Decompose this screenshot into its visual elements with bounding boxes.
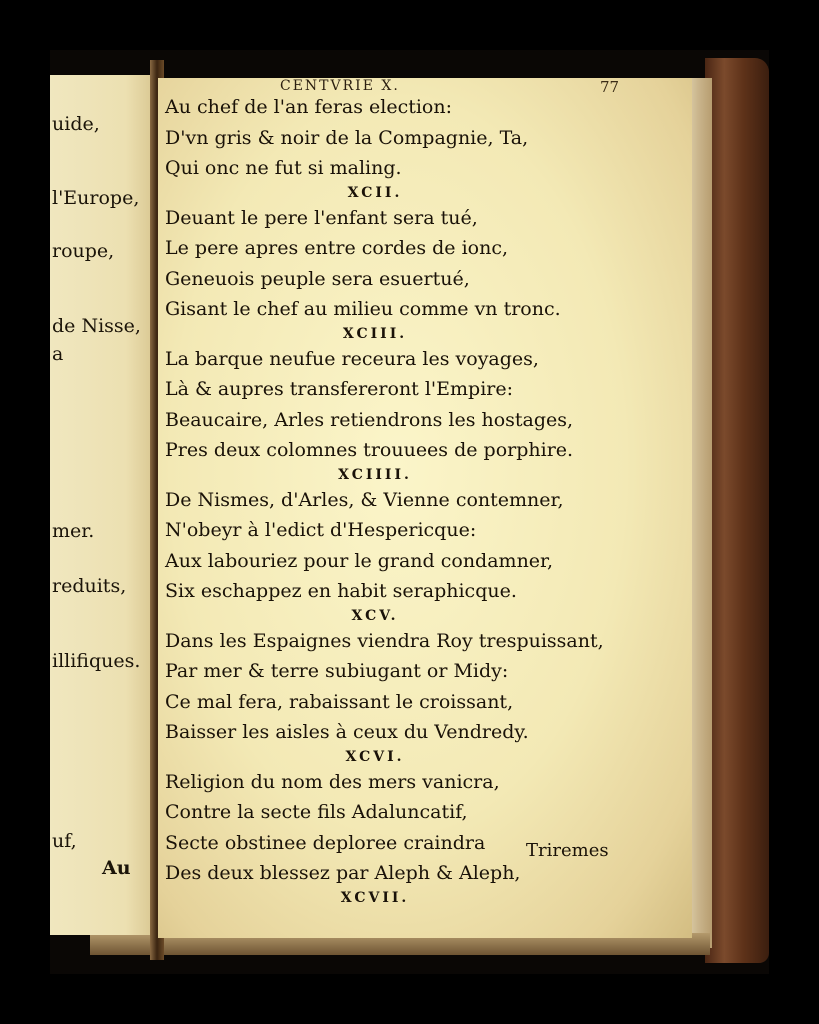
quatrain-number: XCVI.: [345, 748, 405, 765]
left-fragment: uide,: [52, 113, 100, 135]
verse-line: De Nismes, d'Arles, & Vienne contemner,: [165, 488, 564, 511]
scan-area: [50, 50, 769, 974]
left-fragment: a: [52, 343, 64, 365]
verse-line: Aux labouriez pour le grand condamner,: [165, 549, 554, 572]
verse-line: Six eschappez en habit seraphicque.: [165, 580, 517, 602]
verse-line: N'obeyr à l'edict d'Hespericque:: [165, 519, 477, 541]
verse-line: Le pere apres entre cordes de ionc,: [165, 237, 509, 259]
left-fragment: de Nisse,: [52, 315, 141, 337]
left-fragment: reduits,: [52, 575, 127, 597]
left-fragment: mer.: [52, 520, 95, 542]
left-fragment: uf,: [52, 830, 77, 852]
verse-line: Au chef de l'an feras election:: [165, 96, 453, 118]
verse-line: La barque neufue receura les voyages,: [165, 347, 539, 370]
verse-line: Pres deux colomnes trouuees de porphire.: [165, 439, 574, 461]
verse-line: Des deux blessez par Aleph & Aleph,: [165, 862, 521, 884]
quatrain-number: XCIII.: [342, 325, 408, 342]
verse-line: Qui onc ne fut si maling.: [165, 157, 402, 179]
verse-line: Deuant le pere l'enfant sera tué,: [165, 206, 478, 229]
verse-line: Ce mal fera, rabaissant le croissant,: [165, 690, 514, 713]
left-page-text: [50, 75, 158, 935]
verse-line: Geneuois peuple sera esuertué,: [165, 267, 470, 290]
left-page: [50, 75, 158, 935]
quatrain-number: XCV.: [351, 607, 399, 624]
running-head: CENTVRIE X.: [280, 78, 400, 94]
quatrain-number: XCII.: [347, 184, 403, 201]
catchword: Triremes: [526, 840, 609, 861]
verse-line: Beaucaire, Arles retiendrons les hostages,: [165, 408, 574, 431]
left-fragment: illifiques.: [52, 650, 141, 672]
verse-line: D'vn gris & noir de la Compagnie, Ta,: [165, 126, 529, 149]
quatrain-text: [165, 92, 695, 908]
left-fragment: roupe,: [52, 240, 115, 262]
verse-line: Dans les Espaignes viendra Roy trespuissant,: [165, 629, 604, 652]
left-fragment: l'Europe,: [52, 187, 140, 209]
verse-line: Contre la secte fils Adaluncatif,: [165, 801, 468, 823]
quatrain-number: XCVII.: [340, 889, 410, 906]
verse-line: Gisant le chef au milieu comme vn tronc.: [165, 298, 561, 320]
page-number: 77: [600, 78, 620, 96]
verse-line: Secte obstinee deploree craindra: [165, 831, 486, 854]
left-catchword: Au: [102, 857, 131, 879]
verse-line: Baisser les aisles à ceux du Vendredy.: [165, 721, 529, 743]
verse-line: Là & aupres transfereront l'Empire:: [165, 378, 514, 400]
verse-line: Par mer & terre subiugant or Midy:: [165, 660, 509, 682]
leather-cover: [705, 58, 769, 963]
quatrain-number: XCIIII.: [338, 466, 412, 483]
verse-line: Religion du nom des mers vanicra,: [165, 770, 500, 793]
